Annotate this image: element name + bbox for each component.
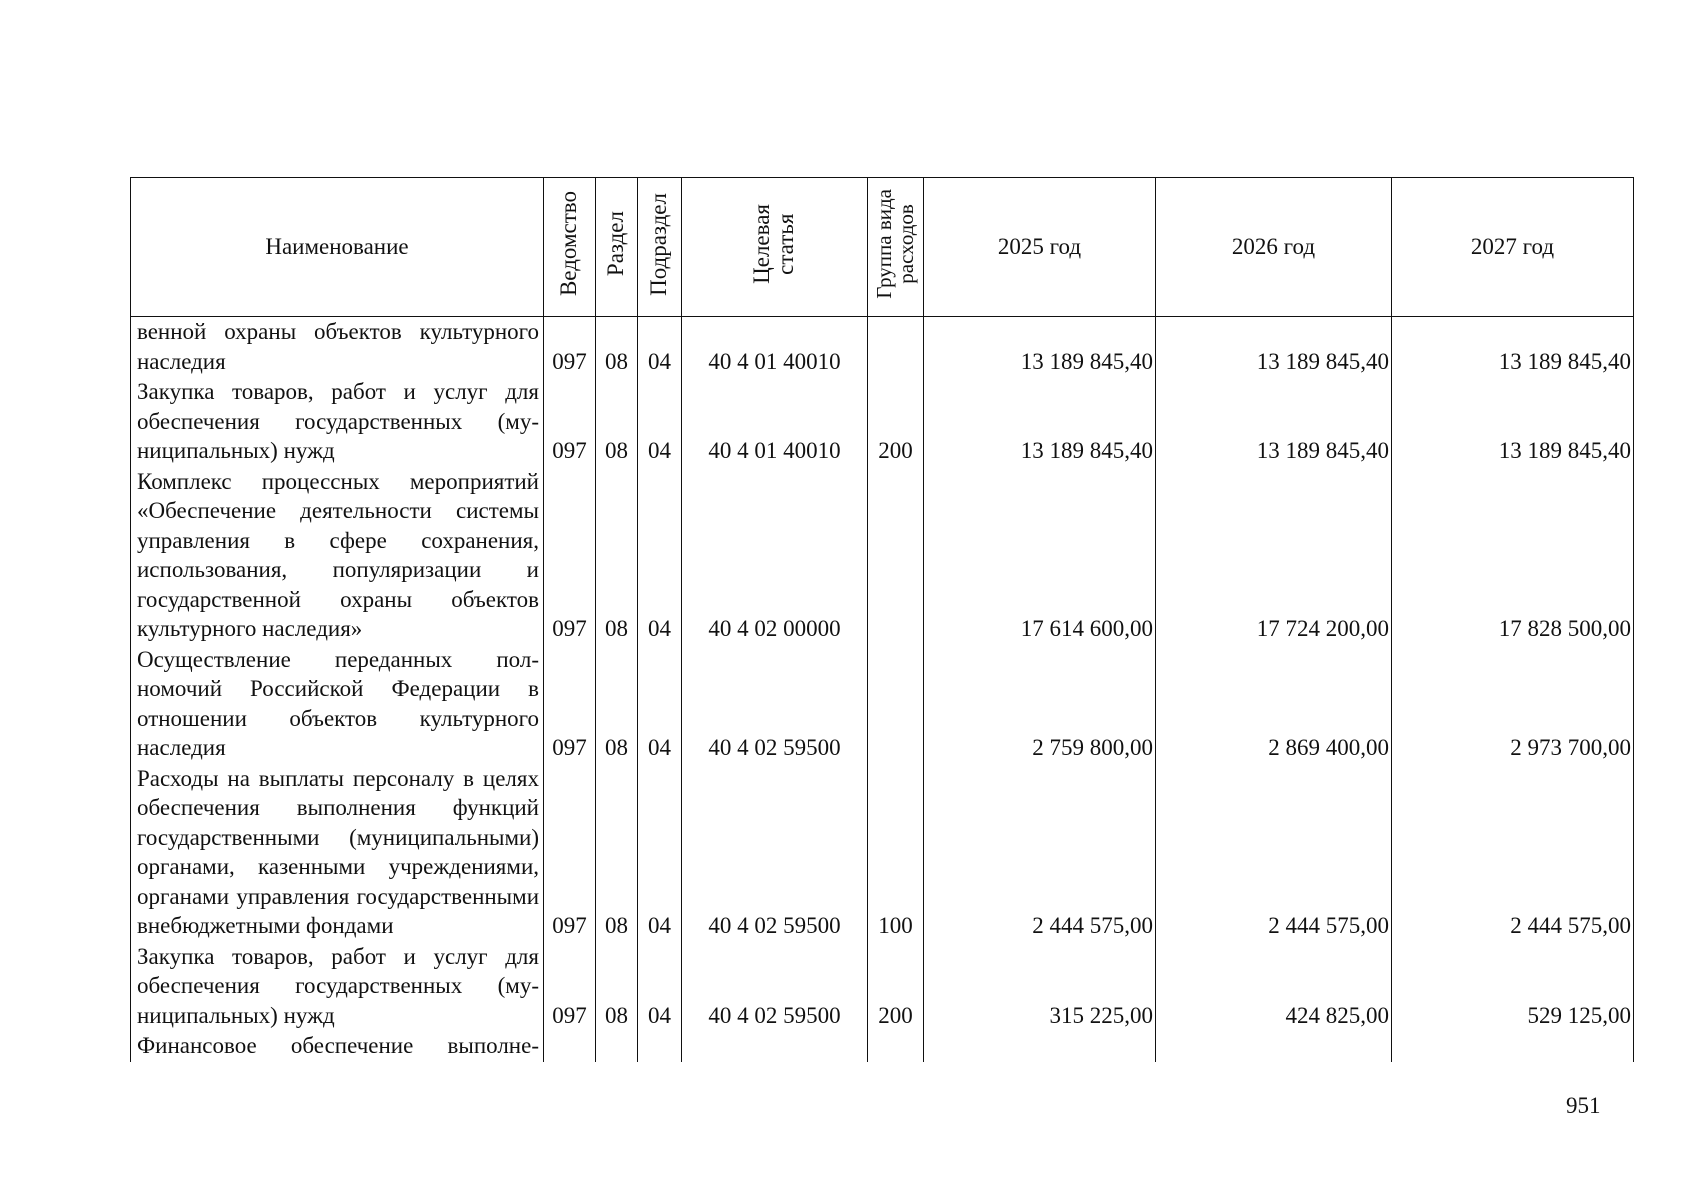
row-subsection: 04 [638, 317, 682, 378]
header-expense-group: Группа вида расходов [868, 178, 924, 317]
row-group: 200 [868, 942, 924, 1032]
row-2025: 2 759 800,00 [924, 645, 1156, 764]
header-department: Ведомство [544, 178, 596, 317]
row-department: 097 [544, 467, 596, 645]
row-subsection: 04 [638, 764, 682, 942]
row-name: Комплекс процессных мероприятий «Обеспечение деятельности системы управления в сфере сохранения, использования, популяризации и государственной охраны объектов культурного наследия» [131, 467, 544, 645]
row-target: 40 4 01 40010 [682, 377, 868, 467]
row-target: 40 4 02 00000 [682, 467, 868, 645]
row-name: Закупка товаров, работ и услуг для обеспечения государственных (муниципальных) нужд [131, 377, 544, 467]
row-group [868, 645, 924, 764]
row-2025: 13 189 845,40 [924, 317, 1156, 378]
row-section: 08 [596, 645, 638, 764]
row-2027: 13 189 845,40 [1392, 317, 1634, 378]
row-group [868, 317, 924, 378]
row-2026: 17 724 200,00 [1156, 467, 1392, 645]
row-subsection: 04 [638, 377, 682, 467]
row-2026: 2 869 400,00 [1156, 645, 1392, 764]
row-2025: 315 225,00 [924, 942, 1156, 1032]
row-department: 097 [544, 317, 596, 378]
row-2027: 13 189 845,40 [1392, 377, 1634, 467]
row-name: Финансовое обеспечение выполне- [131, 1031, 544, 1062]
row-section: 08 [596, 764, 638, 942]
row-2026: 2 444 575,00 [1156, 764, 1392, 942]
row-section: 08 [596, 467, 638, 645]
budget-table [130, 177, 1634, 1062]
table-row [131, 645, 1634, 764]
header-subsection: Подраздел [638, 178, 682, 317]
row-section: 08 [596, 377, 638, 467]
header-name: Наименование [131, 178, 544, 317]
row-name: Осуществление переданных полномочий Российской Федерации в отношении объектов культурного наследия [131, 645, 544, 764]
table-row-continued [131, 1031, 1634, 1062]
row-subsection: 04 [638, 942, 682, 1032]
row-name: Расходы на выплаты персоналу в целях обеспечения выполнения функций государственными (муниципальными) органами, казенными учреждениями, органами управления государственными внебюджетными фондами [131, 764, 544, 942]
row-section: 08 [596, 942, 638, 1032]
header-year-2027: 2027 год [1392, 178, 1634, 317]
row-target: 40 4 02 59500 [682, 942, 868, 1032]
row-2026: 13 189 845,40 [1156, 377, 1392, 467]
header-year-2026: 2026 год [1156, 178, 1392, 317]
table-row [131, 467, 1634, 645]
header-target-article: Целевая статья [682, 178, 868, 317]
row-2027: 17 828 500,00 [1392, 467, 1634, 645]
row-group: 200 [868, 377, 924, 467]
row-2025: 13 189 845,40 [924, 377, 1156, 467]
row-department: 097 [544, 764, 596, 942]
row-2025: 17 614 600,00 [924, 467, 1156, 645]
table-row [131, 377, 1634, 467]
row-department: 097 [544, 942, 596, 1032]
page-number: 951 [1566, 1093, 1601, 1118]
row-department: 097 [544, 645, 596, 764]
row-name: Закупка товаров, работ и услуг для обеспечения государственных (муниципальных) нужд [131, 942, 544, 1032]
row-target: 40 4 02 59500 [682, 645, 868, 764]
row-2025: 2 444 575,00 [924, 764, 1156, 942]
table-row [131, 942, 1634, 1032]
row-subsection: 04 [638, 467, 682, 645]
table-row [131, 317, 1634, 378]
table-header-row [131, 178, 1634, 317]
row-2026: 424 825,00 [1156, 942, 1392, 1032]
row-2027: 2 973 700,00 [1392, 645, 1634, 764]
row-2027: 2 444 575,00 [1392, 764, 1634, 942]
row-group [868, 467, 924, 645]
row-target: 40 4 02 59500 [682, 764, 868, 942]
row-subsection: 04 [638, 645, 682, 764]
row-group: 100 [868, 764, 924, 942]
row-department: 097 [544, 377, 596, 467]
row-name: венной охраны объектов культурного наследия [131, 317, 544, 378]
row-2027: 529 125,00 [1392, 942, 1634, 1032]
header-year-2025: 2025 год [924, 178, 1156, 317]
row-2026: 13 189 845,40 [1156, 317, 1392, 378]
table-row [131, 764, 1634, 942]
header-section: Раздел [596, 178, 638, 317]
row-target: 40 4 01 40010 [682, 317, 868, 378]
row-section: 08 [596, 317, 638, 378]
